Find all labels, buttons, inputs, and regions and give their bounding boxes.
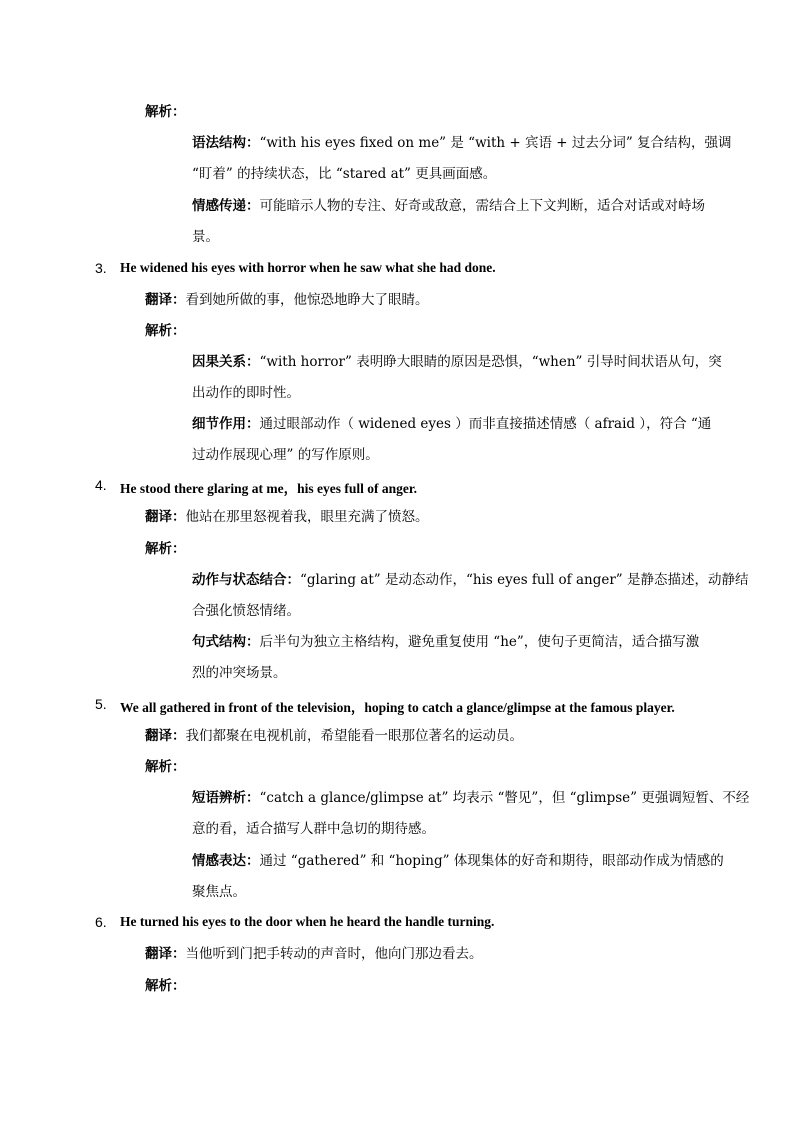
example-sentence: He widened his eyes with horror when he saw what she had done. bbox=[120, 260, 496, 275]
translation-label: 翻译： bbox=[145, 292, 186, 308]
translation-text: 他站在那里怒视着我，眼里充满了愤怒。 bbox=[185, 509, 429, 525]
point-text: 合强化愤怒情绪。 bbox=[192, 603, 300, 619]
translation-line bbox=[145, 291, 429, 309]
analysis-heading bbox=[145, 977, 186, 995]
analysis-point-line bbox=[192, 134, 732, 152]
analysis-point-line bbox=[192, 446, 379, 464]
translation-text: 当他听到门把手转动的声音时，他向门那边看去。 bbox=[185, 946, 483, 962]
item-number: 3. bbox=[95, 260, 107, 276]
analysis-point-line bbox=[192, 571, 749, 589]
point-text: 意的看，适合描写人群中急切的期待感。 bbox=[192, 821, 435, 837]
example-sentence: We all gathered in front of the television，hoping to catch a glance/glimpse at the famous player. bbox=[120, 700, 675, 715]
point-text: “with his eyes fixed on me” 是 “with + 宾语 + 过去分词” 复合结构，强调 bbox=[259, 135, 732, 151]
item-number: 5. bbox=[95, 696, 107, 712]
analysis-heading bbox=[145, 540, 186, 558]
point-label: 情感传递： bbox=[192, 198, 260, 214]
translation-label: 翻译： bbox=[145, 728, 186, 744]
point-text: “glaring at” 是动态动作，“his eyes full of anger” 是静态描述，动静结 bbox=[300, 572, 749, 588]
translation-text: 我们都聚在电视机前，希望能看一眼那位著名的运动员。 bbox=[185, 728, 523, 744]
analysis-label: 解析： bbox=[145, 978, 186, 994]
point-text: 出动作的即时性。 bbox=[192, 385, 300, 401]
point-text: 烈的冲突场景。 bbox=[192, 665, 287, 681]
analysis-label: 解析： bbox=[145, 104, 186, 120]
analysis-point-line bbox=[192, 883, 246, 901]
analysis-point-line bbox=[192, 789, 749, 807]
point-text: 通过 “gathered” 和 “hoping” 体现集体的好奇和期待，眼部动作成为情感的 bbox=[259, 853, 724, 869]
analysis-point-line bbox=[192, 197, 705, 215]
item-number: 6. bbox=[95, 914, 107, 930]
point-text: 后半句为独立主格结构，避免重复使用 “he”，使句子更简洁，适合描写激 bbox=[259, 634, 700, 650]
point-text: 聚焦点。 bbox=[192, 884, 246, 900]
analysis-point-line bbox=[192, 852, 724, 870]
translation-line bbox=[145, 945, 483, 963]
point-text: “盯着” 的持续状态，比 “stared at” 更具画面感。 bbox=[192, 166, 497, 182]
point-label: 情感表达： bbox=[192, 853, 260, 869]
item-number: 4. bbox=[95, 477, 107, 493]
point-text: 过动作展现心理” 的写作原则。 bbox=[192, 447, 379, 463]
translation-line bbox=[145, 508, 429, 526]
analysis-label: 解析： bbox=[145, 759, 186, 775]
point-label: 短语辨析： bbox=[192, 790, 260, 806]
analysis-point-line bbox=[192, 820, 435, 838]
analysis-heading bbox=[145, 322, 186, 340]
analysis-point-line bbox=[192, 384, 300, 402]
analysis-label: 解析： bbox=[145, 323, 186, 339]
point-text: 可能暗示人物的专注、好奇或敌意，需结合上下文判断，适合对话或对峙场 bbox=[259, 198, 705, 214]
analysis-heading bbox=[145, 758, 186, 776]
analysis-point-line bbox=[192, 664, 287, 682]
point-text: 通过眼部动作（ widened eyes ）而非直接描述情感（ afraid ），符合 “通 bbox=[259, 416, 712, 432]
analysis-point-line bbox=[192, 602, 300, 620]
example-sentence: He stood there glaring at me，his eyes full of anger. bbox=[120, 481, 417, 496]
translation-line bbox=[145, 727, 523, 745]
point-label: 句式结构： bbox=[192, 634, 260, 650]
analysis-point-line bbox=[192, 415, 711, 433]
point-label: 语法结构： bbox=[192, 135, 260, 151]
point-label: 动作与状态结合： bbox=[192, 572, 300, 588]
point-text: 景。 bbox=[192, 229, 219, 245]
translation-text: 看到她所做的事，他惊恐地睁大了眼睛。 bbox=[185, 292, 429, 308]
translation-label: 翻译： bbox=[145, 946, 186, 962]
analysis-point-line bbox=[192, 165, 496, 183]
example-sentence: He turned his eyes to the door when he heard the handle turning. bbox=[120, 914, 495, 929]
analysis-point-line bbox=[192, 228, 219, 246]
analysis-label: 解析： bbox=[145, 541, 186, 557]
analysis-point-line bbox=[192, 633, 699, 651]
analysis-point-line bbox=[192, 353, 722, 371]
analysis-heading bbox=[145, 103, 186, 121]
point-text: “with horror” 表明睁大眼睛的原因是恐惧，“when” 引导时间状语从句，突 bbox=[259, 354, 722, 370]
point-label: 细节作用： bbox=[192, 416, 260, 432]
point-label: 因果关系： bbox=[192, 354, 260, 370]
translation-label: 翻译： bbox=[145, 509, 186, 525]
point-text: “catch a glance/glimpse at” 均表示 “瞥见”，但 “glimpse” 更强调短暂、不经 bbox=[259, 790, 750, 806]
